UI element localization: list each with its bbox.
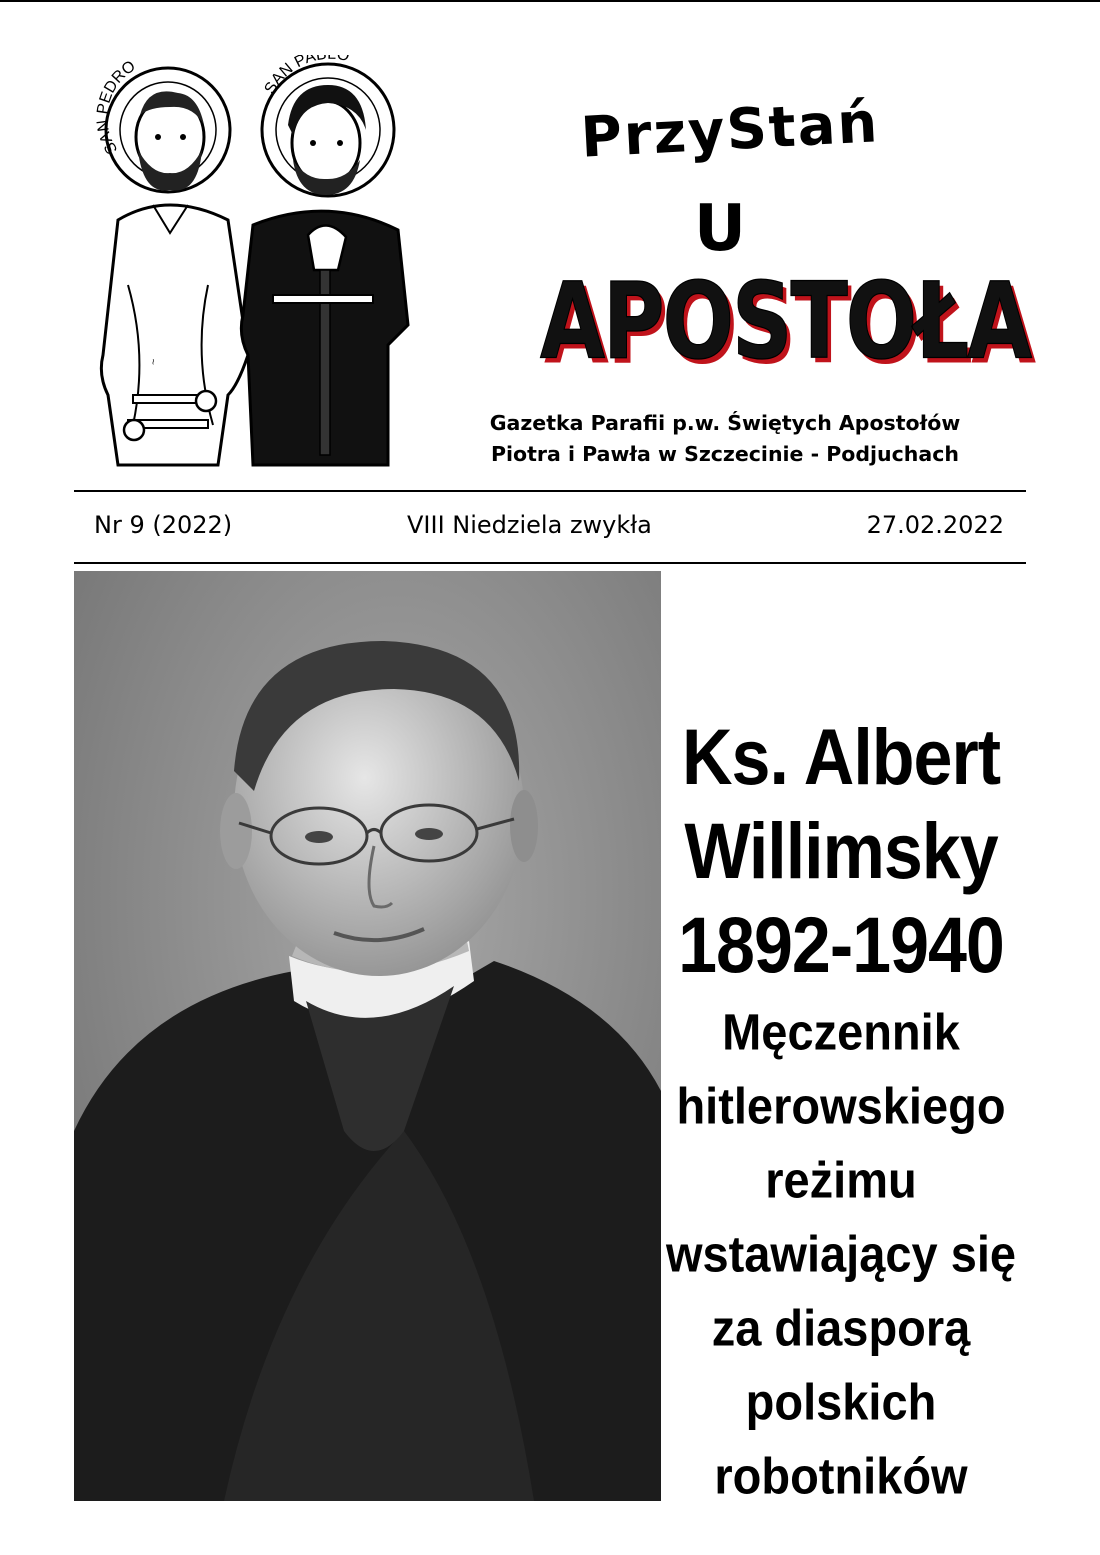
portrait-image: [74, 571, 661, 1501]
headline-subtitle-line: za diasporą: [711, 1298, 971, 1357]
cover-headline: [662, 710, 1020, 1510]
divider-top: [74, 490, 1026, 492]
masthead-title: [450, 80, 1031, 410]
headline-subtitle-line: robotników: [714, 1446, 968, 1505]
headline-name-line-2: Willimsky: [684, 807, 998, 895]
headline-subtitle-line: Męczennik: [722, 1002, 960, 1061]
title-przystan: PrzyStań: [579, 90, 881, 171]
parish-subtitle: [430, 408, 1020, 470]
issue-info-bar: [74, 503, 1026, 553]
san-pedro-label: SAN PEDRO: [94, 57, 139, 157]
headline-name-line-1: Ks. Albert: [681, 713, 1001, 801]
divider-bottom: [74, 562, 1026, 564]
portrait-photo: [74, 571, 661, 1501]
parish-line-2: Piotra i Pawła w Szczecinie - Podjuchach: [491, 442, 959, 466]
headline-years: 1892-1940: [678, 901, 1004, 989]
headline-subtitle-line: polskich: [745, 1372, 937, 1431]
artist-signature: ~: [148, 358, 160, 365]
title-u: U: [694, 192, 746, 266]
parish-line-1: Gazetka Parafii p.w. Świętych Apostołów: [489, 411, 961, 435]
headline-subtitle-line: wstawiający się: [665, 1224, 1017, 1283]
headline-subtitle-line: hitlerowskiego: [676, 1076, 1006, 1135]
headline-subtitle-line: reżimu: [765, 1150, 917, 1209]
san-pablo-label: SAN PA O: [261, 55, 351, 97]
saints-peter-paul-illustration: [88, 55, 418, 475]
liturgical-sunday: VIII Niedziela zwykła: [407, 511, 652, 539]
issue-date: 27.02.2022: [866, 511, 1004, 539]
saints-drawing: [88, 55, 418, 475]
title-apostola: APOSTOŁA: [540, 260, 1031, 383]
top-border: [0, 0, 1100, 2]
issue-number: Nr 9 (2022): [94, 511, 233, 539]
